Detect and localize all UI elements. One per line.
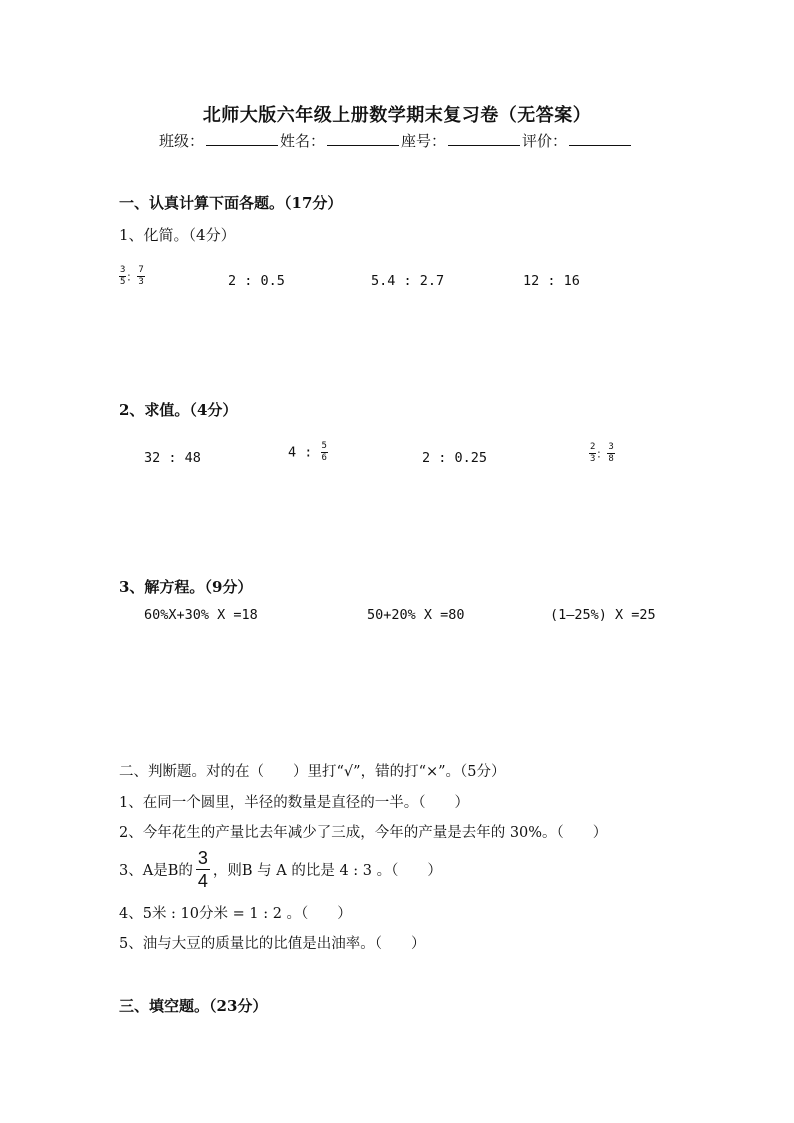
part1-heading: 1、化简。（4分） xyxy=(119,226,236,244)
fraction: $\frac{7}{3}$ xyxy=(138,265,144,287)
fraction: $\frac{3}{8}$ xyxy=(608,442,614,464)
student-info-line xyxy=(159,130,633,151)
section3-heading: 三、填空题。（23分） xyxy=(119,997,268,1015)
name-label: 姓名： xyxy=(280,132,326,150)
part2-heading: 2、求值。（4分） xyxy=(119,401,238,419)
name-blank xyxy=(327,131,399,146)
fraction: 3 4 xyxy=(197,848,208,891)
judge-question-2: 2、今年花生的产量比去年减少了三成，今年的产量是去年的 30%。（ ） xyxy=(119,825,608,841)
fraction: $\frac{2}{3}$ xyxy=(590,442,596,464)
seat-label: 座号： xyxy=(401,132,447,150)
part1-item4: 12 : 16 xyxy=(523,273,580,289)
part2-item4: $\frac{2}{3}$ ： $\frac{3}{8}$ xyxy=(590,442,614,464)
part1-item2: 2 : 0.5 xyxy=(228,273,285,289)
section1-heading: 一、认真计算下面各题。（17分） xyxy=(119,194,343,212)
class-label: 班级： xyxy=(159,132,205,150)
judge-question-4: 4、5米 : 10分米 = 1 : 2 。（ ） xyxy=(119,906,352,922)
part2-item1: 32 : 48 xyxy=(144,450,201,466)
judge-question-5: 5、油与大豆的质量比的比值是出油率。（ ） xyxy=(119,936,426,952)
section2-heading: 二、判断题。对的在（ ）里打“√”，错的打“×”。（5分） xyxy=(119,764,506,780)
equation-1: 60%X+30% X =18 xyxy=(144,607,258,623)
part2-item3: 2 : 0.25 xyxy=(422,450,488,466)
part3-heading: 3、解方程。（9分） xyxy=(119,578,253,596)
equation-3: (1—25%) X =25 xyxy=(550,607,656,623)
part1-item1: $\frac{3}{5}$ ： $\frac{7}{3}$ xyxy=(120,265,144,287)
judge-question-1: 1、在同一个圆里，半径的数量是直径的一半。（ ） xyxy=(119,795,469,811)
page-title: 北师大版六年级上册数学期末复习卷（无答案） xyxy=(202,105,592,126)
part2-item2: 4 : $\frac{5}{6}$ xyxy=(288,441,327,463)
grade-label: 评价： xyxy=(522,132,568,150)
fraction: $\frac{5}{6}$ xyxy=(321,441,327,463)
grade-blank xyxy=(569,131,631,146)
fraction: $\frac{3}{5}$ xyxy=(120,265,126,287)
equation-2: 50+20% X =80 xyxy=(367,607,465,623)
seat-blank xyxy=(448,131,520,146)
part1-item3: 5.4 : 2.7 xyxy=(371,273,445,289)
judge-question-3: 3、A是B的 3 4 ，则B 与 A 的比是 4 : 3 。（ ） xyxy=(119,848,442,891)
class-blank xyxy=(206,131,278,146)
